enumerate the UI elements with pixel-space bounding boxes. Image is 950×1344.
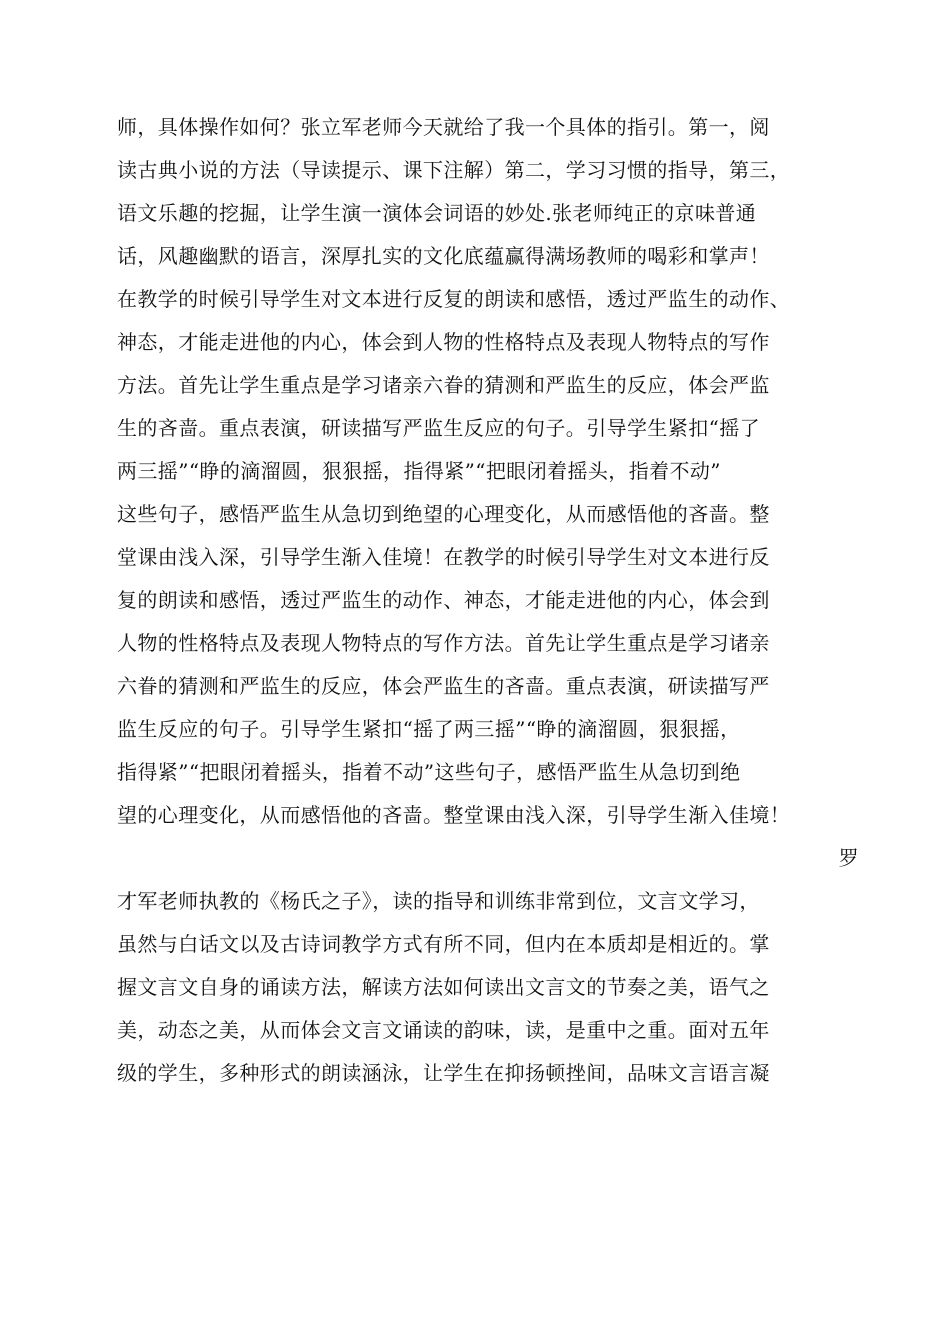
text-line: 在教学的时候引导学生对文本进行反复的朗读和感悟，透过严监生的动作、 [117, 287, 791, 311]
text-line: 级的学生，多种形式的朗读涵泳，让学生在抑扬顿挫间，品味文言语言凝 [117, 1061, 770, 1085]
text-line: 方法。首先让学生重点是学习诸亲六眷的猜测和严监生的反应，体会严监 [117, 373, 770, 397]
body-text [117, 106, 877, 1095]
text-line: 监生反应的句子。引导学生紧扣“摇了两三摇”“睁的滴溜圆，狠狠摇， [117, 717, 741, 741]
text-line: 望的心理变化，从而感悟他的吝啬。整堂课由浅入深，引导学生渐入佳境！ [117, 803, 791, 827]
text-line: 虽然与白话文以及古诗词教学方式有所不同，但内在本质却是相近的。掌 [117, 932, 770, 956]
text-line: 师，具体操作如何？张立军老师今天就给了我一个具体的指引。第一，阅 [117, 115, 770, 139]
text-line: 指得紧”“把眼闭着摇头，指着不动”这些句子，感悟严监生从急切到绝 [117, 760, 741, 784]
text-line: 语文乐趣的挖掘，让学生演一演体会词语的妙处.张老师纯正的京味普通 [117, 201, 757, 225]
text-line: 两三摇”“睁的滴溜圆，狠狠摇，指得紧”“把眼闭着摇头，指着不动” [117, 459, 721, 483]
text-line-right-aligned: 罗 [838, 846, 859, 870]
text-line: 复的朗读和感悟，透过严监生的动作、神态，才能走进他的内心，体会到 [117, 588, 770, 612]
text-line: 这些句子，感悟严监生从急切到绝望的心理变化，从而感悟他的吝啬。整 [117, 502, 770, 526]
text-line: 神态，才能走进他的内心，体会到人物的性格特点及表现人物特点的写作 [117, 330, 770, 354]
text-line: 握文言文自身的诵读方法，解读方法如何读出文言文的节奏之美，语气之 [117, 975, 770, 999]
text-line: 话，风趣幽默的语言，深厚扎实的文化底蕴赢得满场教师的喝彩和掌声！ [117, 244, 770, 268]
text-line: 人物的性格特点及表现人物特点的写作方法。首先让学生重点是学习诸亲 [117, 631, 770, 655]
text-line: 六眷的猜测和严监生的反应，体会严监生的吝啬。重点表演，研读描写严 [117, 674, 770, 698]
text-line: 美，动态之美，从而体会文言文诵读的韵味，读，是重中之重。面对五年 [117, 1018, 770, 1042]
text-line: 读古典小说的方法（导读提示、课下注解）第二，学习习惯的指导，第三， [117, 158, 791, 182]
text-line: 才军老师执教的《杨氏之子》，读的指导和训练非常到位，文言文学习， [117, 889, 760, 913]
text-line: 堂课由浅入深，引导学生渐入佳境！在教学的时候引导学生对文本进行反 [117, 545, 770, 569]
text-line: 生的吝啬。重点表演，研读描写严监生反应的句子。引导学生紧扣“摇了 [117, 416, 761, 440]
